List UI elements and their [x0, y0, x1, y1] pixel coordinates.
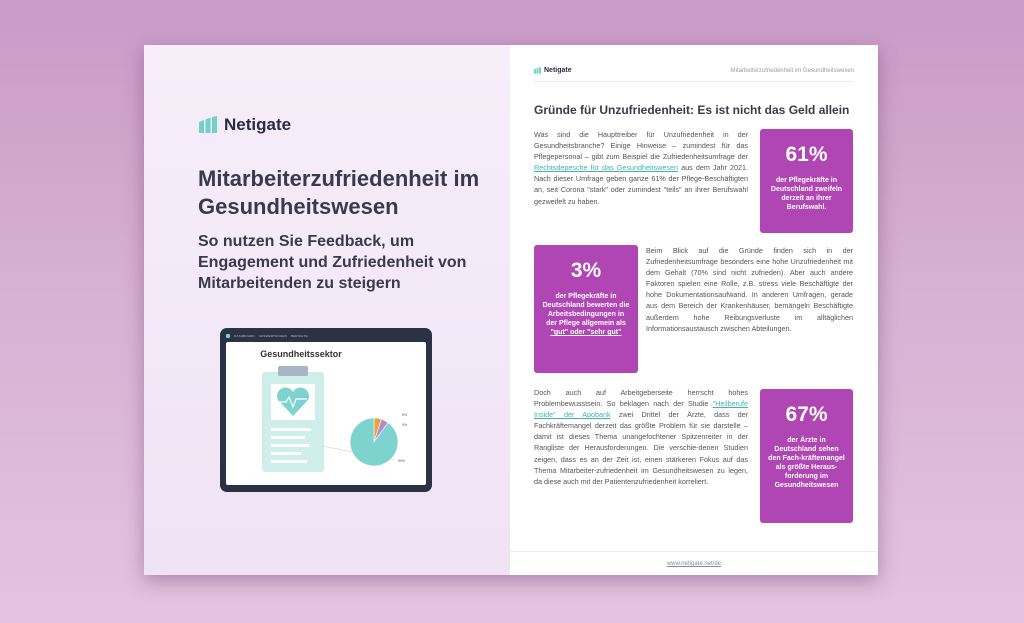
tablet-nav-item: DASHBOARD — [234, 334, 255, 338]
netigate-logo-icon — [534, 67, 541, 74]
document-subtitle: So nutzen Sie Feedback, um Engagement und Zufriedenheit von Mitarbeitenden zu steigern — [198, 233, 467, 292]
header-title: Mitarbeiterzufriedenheit im Gesundheitswesen — [730, 68, 854, 74]
stat-caption: der Ärzte in Deutschland sehen den Fach-kräftemangel als größte Heraus-forderung im Gesundheitswesen — [768, 437, 845, 489]
document-spread — [144, 45, 878, 575]
apobank-study-link[interactable]: "Heilberufe Inside" der Apobank — [534, 399, 748, 420]
brand-name: Netigate — [224, 115, 292, 134]
stat-box-67 — [760, 389, 853, 523]
netigate-logo-icon — [199, 116, 217, 134]
tablet-illustration — [220, 328, 432, 492]
right-page — [510, 45, 878, 575]
section-heading: Gründe für Unzufriedenheit: Es ist nicht das Geld allein — [534, 103, 850, 117]
paragraph-2: Beim Blick auf die Gründe finden sich in der Zufriedenheitsumfrage besonders eine hohe Unzufriedenheit mit dem Gehalt (70% sind nicht zufrieden). Aber auch andere Faktoren spielen eine Rolle, z.B. stress viele Beschäftigte der hohe Dokumentationsaufwand. In anderen Umfragen, gerade aus dem Bereich der Krankenhäuser, bemängeln Beschäftigte außerdem hohe Reibungsverluste im alltäglichen Informationsaustausch zwischen Abteilungen. — [646, 246, 853, 333]
stat-caption: der Pflegekräfte in Deutschland bewerten die Arbeitsbedingungen in der Pflege allgemein als "gut" oder "sehr gut" — [542, 293, 630, 336]
stat-box-3 — [534, 245, 638, 373]
stat-value: 3% — [570, 259, 602, 282]
pie-slice-label: 90% — [398, 459, 406, 463]
text-line — [271, 428, 311, 431]
screen-title: Gesundheitssektor — [260, 349, 342, 359]
paragraph-1: Was sind die Haupttreiber für Unzufriedenheit in der Gesundheitsbranche? Einige Hinweise – zumindest für das Pflegepersonal – gibt zum Beispiel die Zufriedenheitsumfrage der Rechtsdepesche für das Gesundheitswesen aus dem Jahr 2021. Nach dieser Umfrage geben ganze 61% der Pflege-Beschäftigten an, seit Corona "stark" oder zumindest "teils" an ihrer Berufswahl gezweifelt zu haben. — [534, 130, 748, 206]
text-line — [271, 460, 307, 463]
stat-value: 61% — [785, 143, 828, 166]
left-page — [144, 45, 510, 575]
text-line — [271, 444, 309, 447]
brand — [199, 115, 291, 135]
clipboard-illustration — [226, 342, 426, 485]
pie-slice-label: 5% — [402, 423, 408, 427]
text-line — [271, 452, 301, 455]
text-line — [271, 436, 305, 439]
paragraph-3: Doch auch auf Arbeitgeberseite herrscht hohes Problembewusstsein. So beklagen nach der Studie "Heilberufe Inside" der Apobank zwei Drittel der Ärzte, dass der Fachkräftemangel derzeit das größte Problem für sie darstelle – damit ist dieses Thema unangefochtener Spitzenreiter in der Rangliste der Herausforderungen. Die verschie-denen Studien zeigen, dass es an der Zeit ist, einen stärkeren Fokus auf das Thema Mitarbeiter-zufriedenheit im Gesundheitswesen zu legen, da diese auch mit der Patientenzufriedenheit korreliert. — [534, 388, 748, 486]
clipboard-clip-icon — [278, 366, 308, 376]
header-brand-name: Netigate — [544, 67, 572, 74]
footer-url-link[interactable]: www.netigate.net/de — [666, 561, 722, 567]
pie-chart — [350, 413, 407, 466]
tablet-nav-item: BERICHTE — [291, 334, 308, 338]
app-logo-icon — [226, 334, 230, 338]
page-footer — [510, 551, 878, 576]
stat-caption: der Pflegekräfte in Deutschland zweifeln derzeit an ihrer Berufswahl. — [770, 177, 843, 211]
stat-caption-link: "gut" oder "sehr gut" — [550, 329, 622, 336]
stat-value: 67% — [785, 403, 828, 426]
header-brand — [534, 67, 572, 74]
page-header — [534, 67, 854, 82]
stat-box-61 — [760, 129, 853, 233]
tablet-screen — [226, 342, 426, 485]
tablet-nav-item: AUSWERTUNGEN — [258, 334, 287, 338]
tablet-topbar — [226, 333, 426, 339]
pie-slice — [350, 418, 398, 466]
rechtsdepesche-link[interactable]: Rechtsdepesche für das Gesundheitswesen — [534, 163, 678, 173]
pie-slice-label: 5% — [402, 413, 408, 417]
document-title: Mitarbeiterzufriedenheit im Gesundheitswesen — [198, 166, 480, 219]
